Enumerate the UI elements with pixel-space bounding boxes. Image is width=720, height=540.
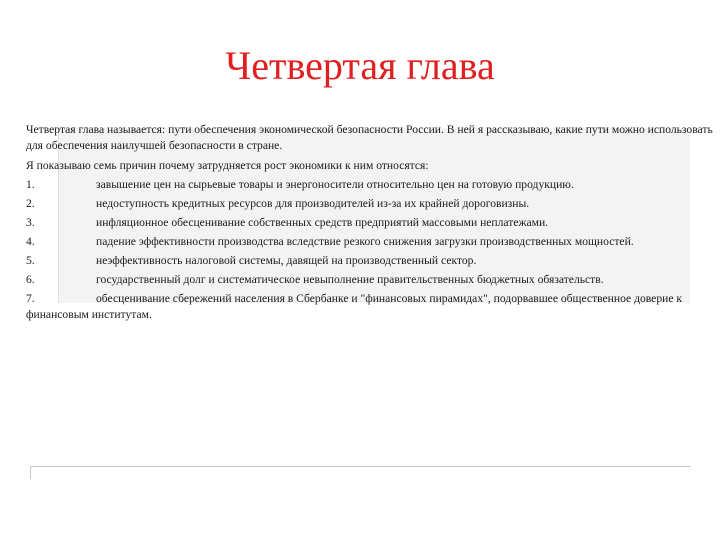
list-text: недоступность кредитных ресурсов для производителей из-за их крайней дороговизны. bbox=[96, 197, 530, 210]
list-number: 4. bbox=[26, 235, 35, 248]
list-item bbox=[26, 251, 716, 270]
list-text: падение эффективности производства вследствие резкого снижения загрузки производственных мощностей. bbox=[96, 235, 634, 248]
list-item bbox=[26, 194, 716, 213]
list-number: 1. bbox=[26, 178, 35, 191]
list-text: обесценивание сбережений населения в Сбербанке и "финансовых пирамидах", подорвавшее общественное доверие к финансовым институтам. bbox=[26, 292, 682, 321]
list-number: 3. bbox=[26, 216, 35, 229]
intro-paragraph: Четвертая глава называется: пути обеспечения экономической безопасности России. В ней я рассказываю, какие пути можно использовать для обеспечения наилучшей безопасности в стране. bbox=[26, 123, 713, 152]
slide-body bbox=[26, 122, 716, 324]
list-item bbox=[26, 291, 716, 323]
list-item bbox=[26, 213, 716, 232]
list-item bbox=[26, 175, 716, 194]
list-text: инфляционное обесценивание собственных средств предприятий массовыми неплатежами. bbox=[96, 216, 549, 229]
list-text: государственный долг и систематическое невыполнение правительственных бюджетных обязательств. bbox=[96, 273, 604, 286]
list-number: 7. bbox=[26, 292, 35, 305]
list-number: 6. bbox=[26, 273, 35, 286]
list-item bbox=[26, 234, 716, 250]
document-bottom-edge bbox=[30, 466, 691, 479]
list-number: 5. bbox=[26, 254, 35, 267]
list-number: 2. bbox=[26, 197, 35, 210]
list-text: неэффективность налоговой системы, давящей на производственный сектор. bbox=[96, 254, 477, 267]
list-item bbox=[26, 270, 716, 289]
list-text: завышение цен на сырьевые товары и энергоносители относительно цен на готовую продукцию. bbox=[96, 178, 574, 191]
slide-title: Четвертая глава bbox=[225, 43, 495, 88]
lead-paragraph: Я показываю семь причин почему затрудняется рост экономики к ним относятся: bbox=[26, 159, 429, 172]
